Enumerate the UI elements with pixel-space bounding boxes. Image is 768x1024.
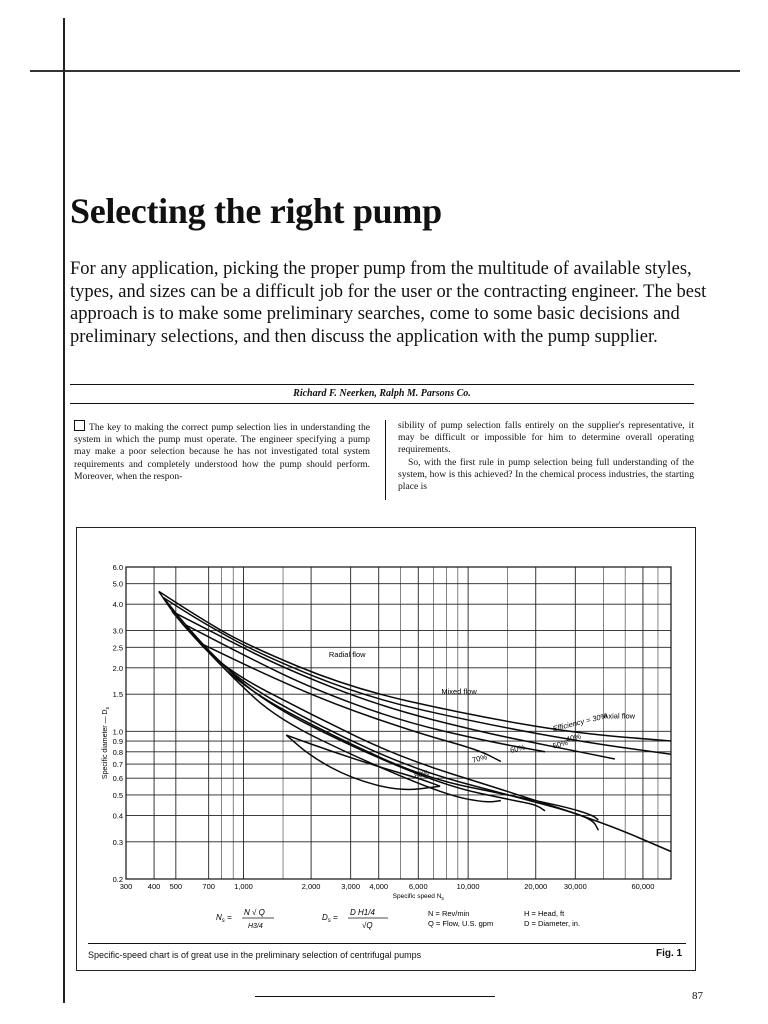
article-deck: For any application, picking the proper pump from the multitude of available styles, types, and sizes can be a difficult job for the user or the contracting engineer. The best approach is to make some preliminary searches, come to some basic decisions and preliminary selections, and then discuss the application with the pump supplier. <box>70 259 707 347</box>
x-axis-title: Specific speed $N_s$ <box>392 893 444 902</box>
caption-rule <box>88 943 686 944</box>
y-tick-label: 0.6 <box>112 774 123 784</box>
y-axis-title: Specific diameter — $D_s$ <box>102 706 111 780</box>
checkbox-bullet-icon <box>74 420 85 431</box>
legend-h: H = Head, ft <box>524 909 565 918</box>
article-title: Selecting the right pump <box>70 191 442 231</box>
formula-ds-den: √Q <box>362 921 373 930</box>
y-tick-label: 6.0 <box>112 563 123 572</box>
y-tick-label: 3.0 <box>112 626 123 636</box>
legend-q: Q = Flow, U.S. gpm <box>428 919 494 928</box>
page-number: 87 <box>692 990 703 1002</box>
y-tick-label: 0.8 <box>112 747 123 757</box>
legend-n: N = Rev/min <box>428 909 470 918</box>
chart-annotation: Axial flow <box>603 711 636 721</box>
body-text-right-p2: So, with the first rule in pump selection being full understanding of the system, how is this achieved? In the chemical process industries, the starting place is <box>398 456 694 493</box>
chart-annotation: Mixed flow <box>441 687 477 697</box>
y-tick-label: 1.0 <box>112 727 123 737</box>
y-tick-label: 2.0 <box>112 663 123 673</box>
y-tick-label: 1.5 <box>112 690 123 700</box>
x-tick-label: 500 <box>169 882 183 891</box>
y-tick-label: 0.7 <box>112 760 123 770</box>
chart-labels <box>102 563 654 902</box>
legend-d: D = Diameter, in. <box>524 919 581 928</box>
chart-annotation: 80% <box>413 767 431 781</box>
body-column-right <box>398 420 694 493</box>
body-column-left <box>74 420 370 483</box>
formula-block <box>216 908 580 930</box>
byline: Richard F. Neerken, Ralph M. Parsons Co. <box>293 388 471 399</box>
efficiency-curve <box>185 625 545 755</box>
x-tick-label: 60,000 <box>631 882 655 891</box>
formula-ns-den: H3/4 <box>248 923 263 930</box>
efficiency-curve <box>172 611 599 820</box>
y-tick-label: 0.5 <box>112 790 123 800</box>
chart-annotation: Radial flow <box>328 649 366 659</box>
formula-ns-num: N √ Q <box>244 908 265 917</box>
specific-speed-chart <box>76 527 694 947</box>
y-tick-label: 0.3 <box>112 837 123 847</box>
x-tick-label: 30,000 <box>563 882 587 891</box>
byline-rule-top <box>70 384 694 385</box>
y-tick-label: 5.0 <box>112 579 123 589</box>
y-tick-label: 0.4 <box>112 811 123 821</box>
y-tick-label: 0.2 <box>112 875 123 884</box>
x-tick-label: 300 <box>119 882 133 891</box>
body-text-right-p1: sibility of pump selection falls entirely on the supplier's representative, it may be difficult or impossible for him to determine overall operating requirements. <box>398 420 694 456</box>
formula-ds-num: D H1/4 <box>350 908 375 917</box>
x-tick-label: 6,000 <box>408 882 428 891</box>
efficiency-curve <box>172 611 615 759</box>
footer-rule <box>255 996 495 997</box>
formula-ds-lhs: $D_s$ = <box>322 913 338 924</box>
y-tick-label: 0.9 <box>112 737 123 747</box>
top-rule <box>30 70 740 72</box>
left-margin-line <box>63 18 65 1003</box>
figure-label: Fig. 1 <box>656 948 683 959</box>
chart-annotation: 40% <box>565 731 582 744</box>
chart-annotation: 70% <box>471 752 488 765</box>
x-tick-label: 1,000 <box>234 882 253 891</box>
x-tick-label: 20,000 <box>524 882 548 891</box>
formula-ns-lhs: $N_s$ = <box>216 913 232 924</box>
byline-rule-bottom <box>70 403 694 404</box>
y-tick-label: 4.0 <box>112 600 123 610</box>
chart-annotation: 60% <box>509 742 526 755</box>
x-tick-label: 4,000 <box>369 882 389 891</box>
y-tick-label: 2.5 <box>112 643 123 653</box>
x-tick-label: 3,000 <box>341 882 361 891</box>
x-tick-label: 2,000 <box>301 882 321 891</box>
x-tick-label: 400 <box>147 882 161 891</box>
figure-caption: Specific-speed chart is of great use in the preliminary selection of centrifugal pumps <box>88 950 422 960</box>
x-tick-label: 10,000 <box>456 882 480 891</box>
body-text-left: The key to making the correct pump selection lies in understanding the system in which the pump must operate. The engineer specifying a pump may make a poor selection because he has not investigated total system requirements and completely understood how the pump should perform. Moreover, when the respon- <box>74 422 370 482</box>
x-tick-label: 700 <box>202 882 215 891</box>
column-divider <box>385 420 386 500</box>
chart-annotation: 50% <box>551 738 569 751</box>
chart-annotation: Efficiency = 30% <box>551 711 609 734</box>
